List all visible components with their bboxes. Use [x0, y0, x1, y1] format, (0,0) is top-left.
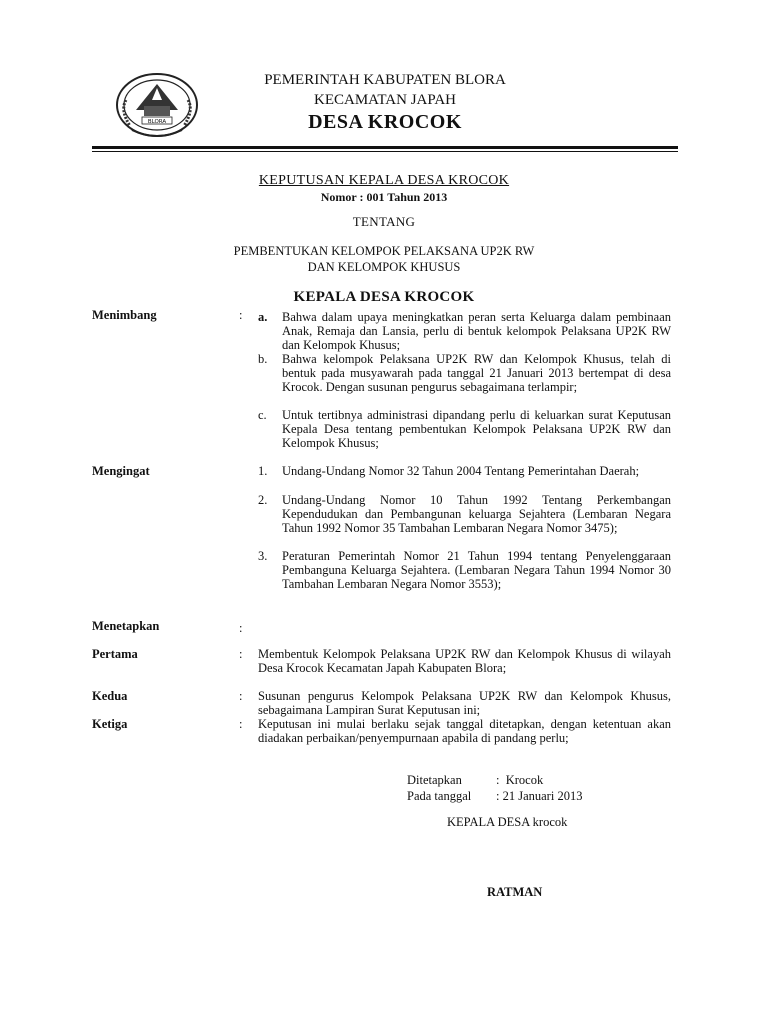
letterhead-district: KECAMATAN JAPAH: [313, 92, 457, 108]
decree-subject-line1: PEMBENTUKAN KELOMPOK PELAKSANA UP2K RW: [233, 244, 535, 258]
signature-place-value: : Krocok: [496, 773, 544, 787]
signature-date-value: : 21 Januari 2013: [496, 789, 583, 803]
decree-about: TENTANG: [352, 214, 416, 229]
letterhead-village: DESA KROCOK: [308, 111, 462, 133]
signature-date-label: Pada tanggal: [407, 789, 472, 803]
letterhead-rule-thick: [92, 146, 678, 149]
letterhead-rule-thin: [92, 151, 678, 152]
decision-pertama-colon: :: [239, 647, 243, 661]
menimbang-colon: :: [239, 308, 243, 322]
menimbang-mark-a: a.: [258, 310, 268, 324]
menimbang-item-b: Bahwa kelompok Pelaksana UP2K RW dan Kelompok Khusus, telah di bentuk pada musyawarah pada tanggal 21 Januari 2013 bertempat di desa Krocok. Dengan susunan pengurus sebagaimana terlampir;: [282, 352, 671, 394]
menimbang-label: Menimbang: [92, 308, 157, 322]
decision-ketiga-colon: :: [239, 717, 243, 731]
decision-kedua-text: Susunan pengurus Kelompok Pelaksana UP2K RW dan Kelompok Khusus, sebagaimana Lampiran Surat Keputusan ini;: [258, 689, 671, 717]
decision-kedua-label: Kedua: [92, 689, 128, 703]
menetapkan-label: Menetapkan: [92, 619, 160, 633]
signature-position: KEPALA DESA krocok: [447, 815, 568, 829]
svg-text:BLORA: BLORA: [147, 119, 167, 125]
letterhead-regency: PEMERINTAH KABUPATEN BLORA: [264, 72, 506, 88]
decision-pertama-text: Membentuk Kelompok Pelaksana UP2K RW dan Kelompok Khusus di wilayah Desa Krocok Kecamatan Japah Kabupaten Blora;: [258, 647, 671, 675]
decision-ketiga-label: Ketiga: [92, 717, 128, 731]
decision-kedua-colon: :: [239, 689, 243, 703]
menetapkan-colon: :: [239, 621, 243, 635]
mengingat-item-1: Undang-Undang Nomor 32 Tahun 2004 Tentang Pemerintahan Daerah;: [282, 464, 640, 478]
decree-title: KEPUTUSAN KEPALA DESA KROCOK: [258, 173, 510, 188]
decision-ketiga-text: Keputusan ini mulai berlaku sejak tanggal ditetapkan, dengan ketentuan akan diadakan perbaikan/penyempurnaan apabila di pandang perlu;: [258, 717, 671, 745]
decree-number: Nomor : 001 Tahun 2013: [320, 190, 448, 204]
regency-logo: [112, 70, 202, 140]
mengingat-mark-2: 2.: [258, 493, 268, 507]
decision-pertama-label: Pertama: [92, 647, 138, 661]
menimbang-item-a: Bahwa dalam upaya meningkatkan peran serta Keluarga dalam pembinaan Anak, Remaja dan Lansia, perlu di bentuk kelompok Pelaksana UP2K RW dan Kelompok Khusus;: [282, 310, 671, 352]
signature-name: RATMAN: [487, 885, 543, 899]
mengingat-item-3: Peraturan Pemerintah Nomor 21 Tahun 1994 tentang Penyelenggaraan Pembanguna Keluarga Sejahtera. (Lembaran Negara Tahun 1994 Nomor 30 Tambahan Lembaran Negara Nomor 3553);: [282, 549, 671, 591]
menimbang-mark-b: b.: [258, 352, 268, 366]
decree-subject-line2: DAN KELOMPOK KHUSUS: [307, 260, 461, 274]
mengingat-mark-1: 1.: [258, 464, 268, 478]
mengingat-mark-3: 3.: [258, 549, 268, 563]
menimbang-item-c: Untuk tertibnya administrasi dipandang perlu di keluarkan surat Keputusan Kepala Desa tentang pembentukan Kelompok Pelaksana UP2K RW dan Kelompok Khusus;: [282, 408, 671, 450]
mengingat-label: Mengingat: [92, 464, 150, 478]
signature-place-label: Ditetapkan: [407, 773, 462, 787]
decree-issuer: KEPALA DESA KROCOK: [293, 289, 475, 305]
menimbang-mark-c: c.: [258, 408, 267, 422]
mengingat-item-2: Undang-Undang Nomor 10 Tahun 1992 Tentang Perkembangan Kependudukan dan Pembangunan keluarga Sejahtera (Lembaran Negara Tahun 1992 Nomor 35 Tambahan Lembaran Negara Nomor 3475);: [282, 493, 671, 535]
